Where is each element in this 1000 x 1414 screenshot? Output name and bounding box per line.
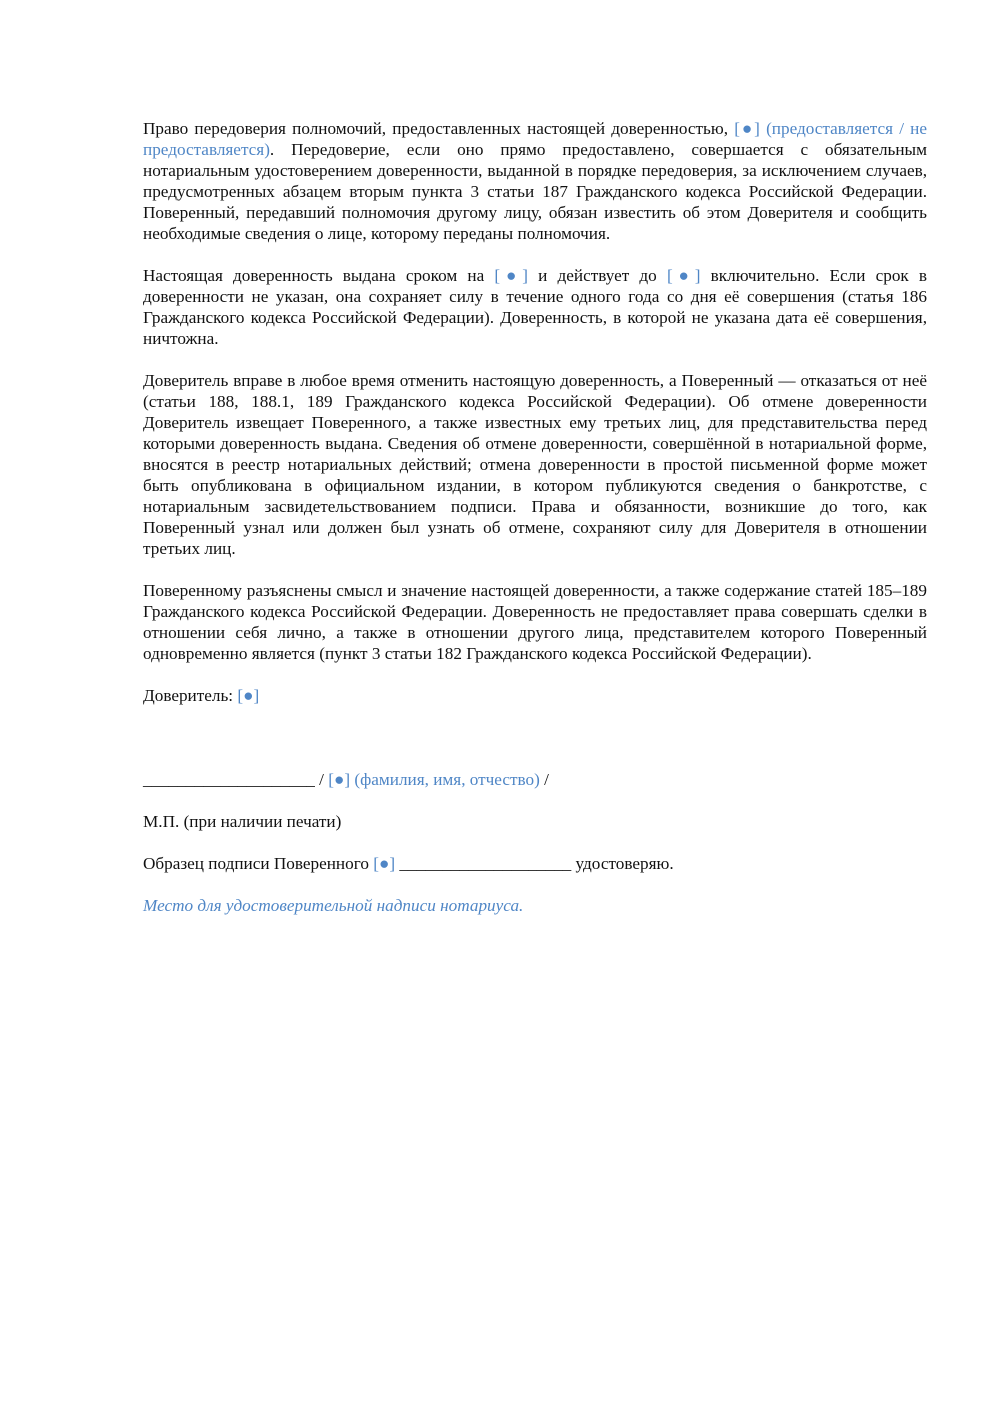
paragraph-text: Право передоверия полномочий, предоставленных настоящей доверенностью,	[143, 119, 728, 138]
specimen-label: Образец подписи Поверенного	[143, 854, 369, 873]
placeholder-full-name: [●] (фамилия, имя, отчество)	[328, 770, 540, 789]
specimen-signature-line	[143, 853, 927, 874]
signature-blank: ____________________ /	[143, 770, 324, 789]
paragraph-text: включительно. Если срок в доверенности не указан, она сохраняет силу в течение одного года со дня её совершения (статья 186 Гражданского кодекса Российской Федерации). Доверенность, в которой не указана дата её совершения, ничтожна.	[143, 266, 928, 348]
paragraph-text: . Передоверие, если оно прямо предоставлено, совершается с обязательным нотариальным удостоверением доверенности, выданной в порядке передоверия, за исключением случаев, предусмотренных абзацем вторым пункта 3 статьи 187 Гражданского кодекса Российской Федерации. Поверенный, передавший полномочия другому лицу, обязан известить об этом Доверителя и сообщить необходимые сведения о лице, которому переданы полномочия.	[143, 140, 927, 243]
paragraph-text: Настоящая доверенность выдана сроком на	[143, 266, 485, 285]
seal-line: М.П. (при наличии печати)	[143, 812, 342, 831]
placeholder-end-date: [●]	[666, 266, 701, 285]
document-page	[143, 118, 927, 916]
paragraph-text: и действует до	[538, 266, 657, 285]
paragraph-revocation: Доверитель вправе в любое время отменить настоящую доверенность, а Поверенный — отказаться от неё (статьи 188, 188.1, 189 Гражданского кодекса Российской Федерации). Об отмене доверенности Доверитель извещает Поверенного, а также известных ему третьих лиц, для представительства перед которыми доверенность выдана. Сведения об отмене доверенности, совершённой в нотариальной форме, вносятся в реестр нотариальных действий; отмена доверенности в простой письменной форме может быть опубликована в официальном издании, в котором публикуются сведения о банкротстве, с нотариальным засвидетельствованием подписи. Права и обязанности, возникшие до того, как Поверенный узнал или должен был узнать об отмене, сохраняют силу для Доверителя в отношении третьих лиц.	[143, 371, 927, 558]
paragraph-term	[143, 265, 927, 349]
paragraph-subdelegation	[143, 118, 927, 244]
principal-label: Доверитель:	[143, 686, 234, 705]
notary-inscription-placeholder: Место для удостоверительной надписи нотариуса.	[143, 896, 524, 915]
placeholder-subdelegation: [●] (предоставляется / не предоставляется)	[143, 119, 927, 159]
placeholder-term: [●]	[494, 266, 528, 285]
placeholder-attorney: [●]	[373, 854, 396, 873]
signature-line	[143, 769, 927, 790]
specimen-blank: ____________________ удостоверяю.	[399, 854, 674, 873]
principal-line	[143, 685, 927, 706]
placeholder-principal: [●]	[237, 686, 260, 705]
paragraph-explanation: Поверенному разъяснены смысл и значение настоящей доверенности, а также содержание статей 185–189 Гражданского кодекса Российской Федерации. Доверенность не предоставляет права совершать сделки в отношении себя лично, а также в отношении другого лица, представителем которого Поверенный одновременно является (пункт 3 статьи 182 Гражданского кодекса Российской Федерации).	[143, 581, 927, 663]
signature-end: /	[544, 770, 549, 789]
